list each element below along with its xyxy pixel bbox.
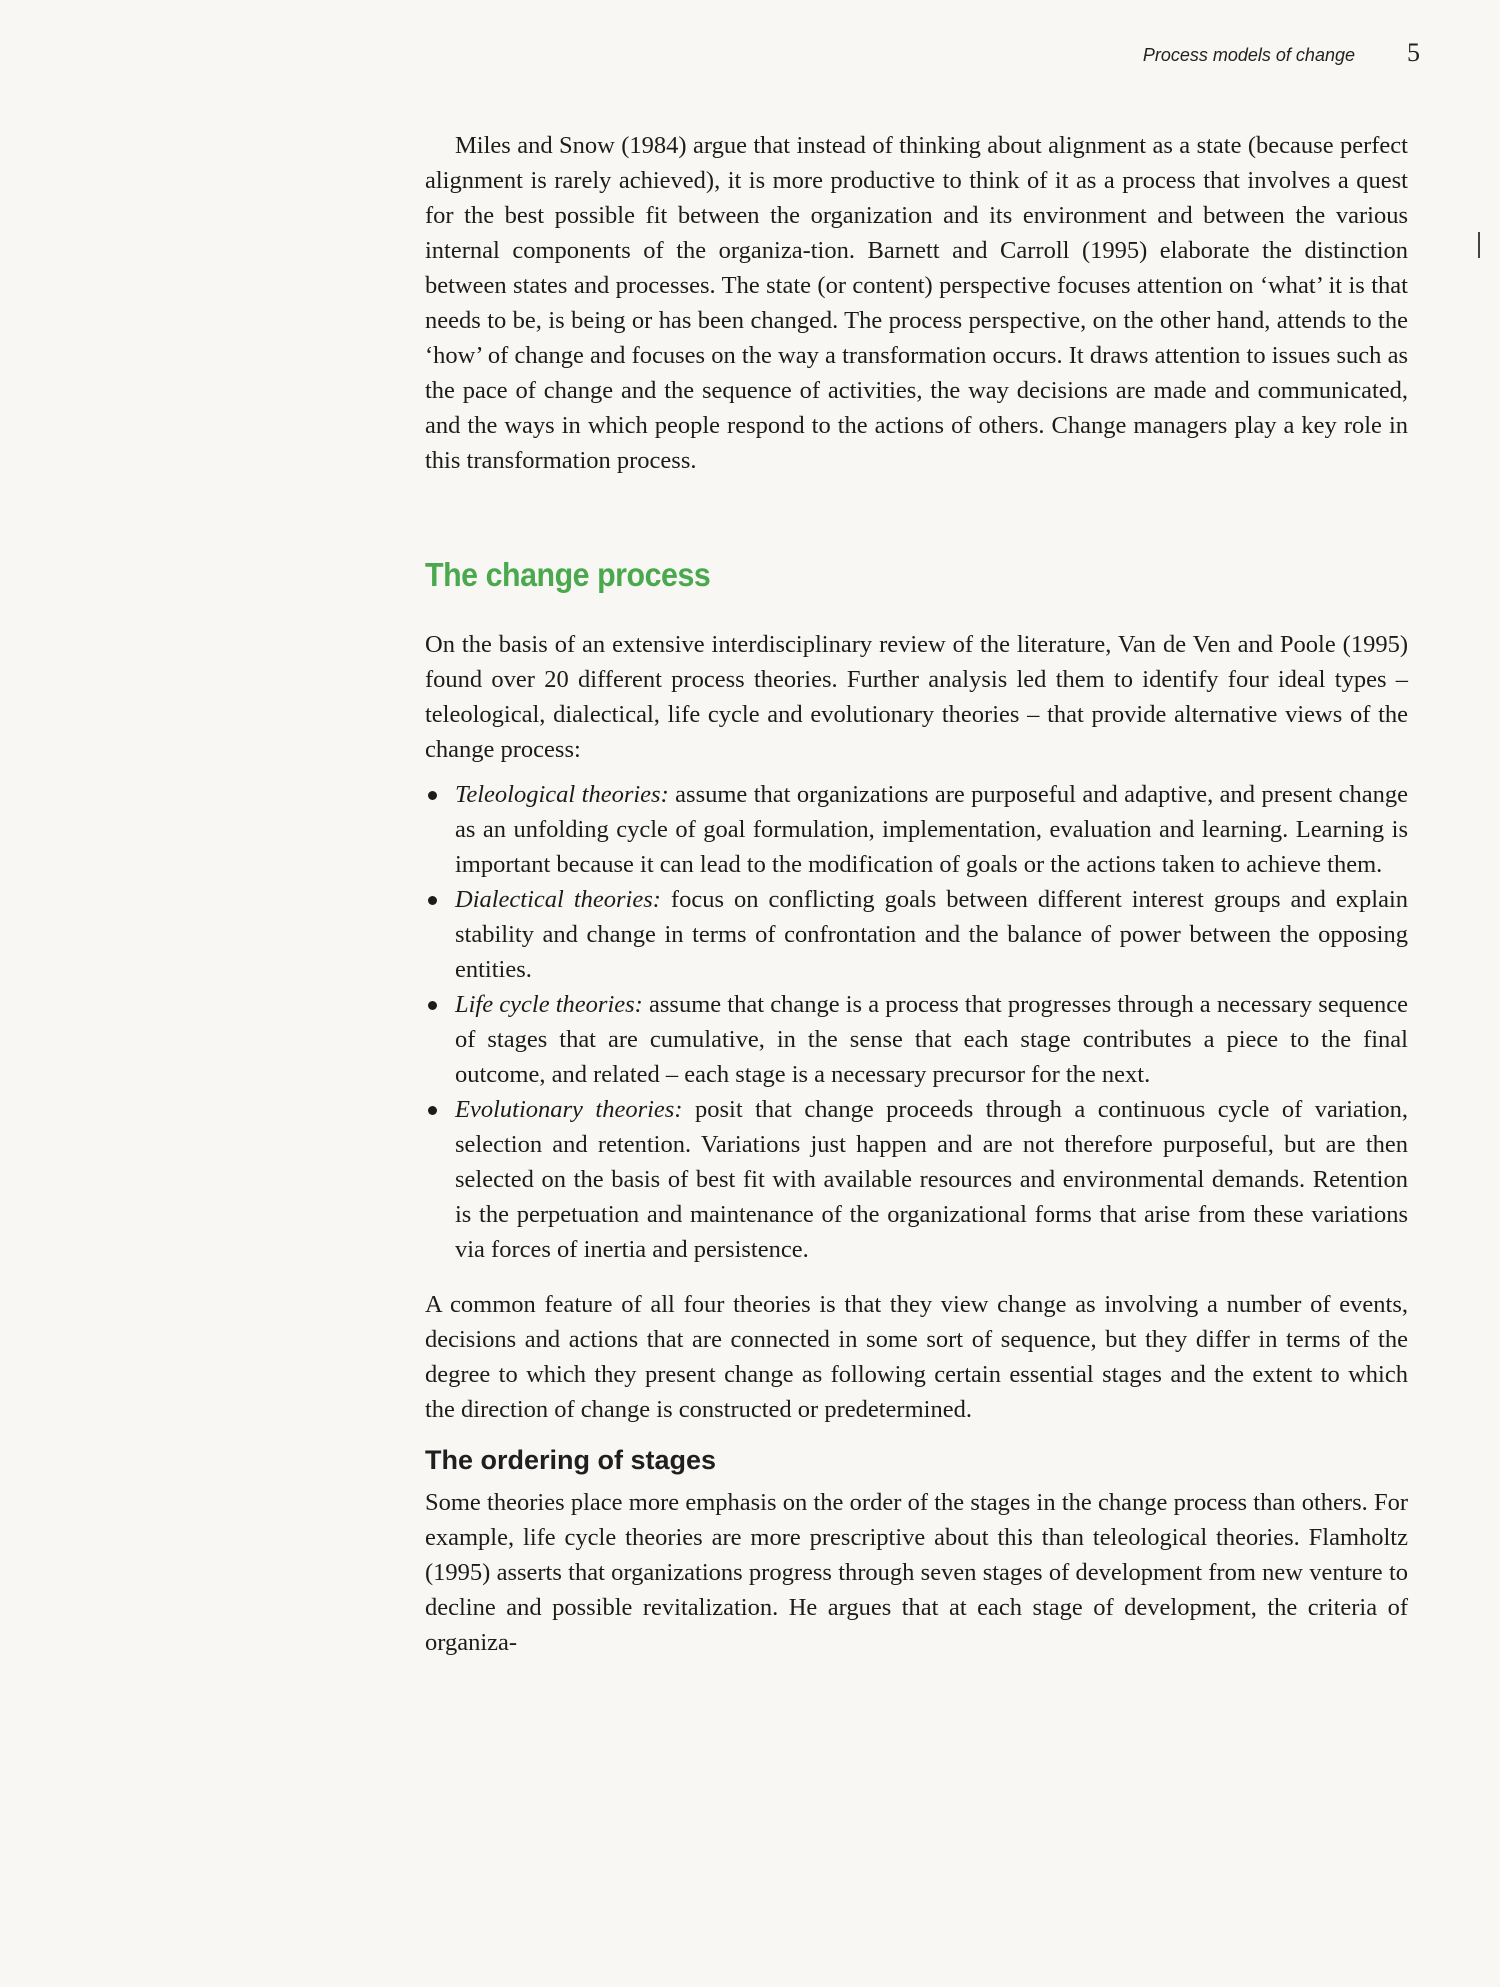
list-item-text: posit that change proceeds through a continuous cycle of variation, selection and retention. Variations just happen and are not therefore purposeful, but are then selected on the basis of best fit with available resources and environmental demands. Retention is the perpetuation and maintenance of the organizational forms that arise from these variations via forces of inertia and persistence.: [455, 1096, 1409, 1263]
theory-list: [425, 777, 1408, 1267]
bullet-icon: [428, 1106, 437, 1115]
list-item: [425, 777, 1408, 882]
running-header: [1000, 38, 1420, 68]
list-item-term: Teleological theories:: [455, 781, 669, 808]
list-item-term: Life cycle theories:: [455, 991, 643, 1018]
section-closing-paragraph: A common feature of all four theories is that they view change as involving a number of events, decisions and actions that are connected in some sort of sequence, but they differ in terms of the degree to which they present change as following certain essential stages and the extent to which the direction of change is constructed or predetermined.: [425, 1291, 1408, 1423]
list-item-term: Evolutionary theories:: [455, 1096, 683, 1123]
list-item-text: assume that organizations are purposeful and adaptive, and present change as an unfolding cycle of goal formulation, implementation, evaluation and learning. Learning is important because it can lead to the modification of goals or the actions taken to achieve them.: [455, 781, 1409, 878]
bullet-icon: [428, 1001, 437, 1010]
list-item-text: focus on conflicting goals between different interest groups and explain stability and change in terms of confrontation and the balance of power between the opposing entities.: [455, 886, 1408, 983]
subsection-paragraph: Some theories place more emphasis on the order of the stages in the change process than others. For example, life cycle theories are more prescriptive about this than teleological theories. Flamholtz (1995) asserts that organizations progress through seven stages of development from new venture to decline and possible revitalization. He argues that at each stage of development, the criteria of organiza-: [425, 1489, 1408, 1656]
section-heading: The change process: [425, 556, 711, 593]
list-item-text: assume that change is a process that progresses through a necessary sequence of stages that are cumulative, in the sense that each stage contributes a piece to the final outcome, and related – each stage is a necessary precursor for the next.: [455, 991, 1408, 1088]
list-item: [425, 1092, 1408, 1267]
bullet-icon: [428, 791, 437, 800]
list-item: [425, 882, 1408, 987]
text-block: [425, 128, 1408, 1660]
margin-mark: [1478, 232, 1480, 258]
bullet-icon: [428, 896, 437, 905]
section-lead-paragraph: On the basis of an extensive interdisciplinary review of the literature, Van de Ven and Poole (1995) found over 20 different process theories. Further analysis led them to identify four ideal types – teleological, dialectical, life cycle and evolutionary theories – that provide alternative views of the change process:: [425, 631, 1408, 763]
intro-paragraph: Miles and Snow (1984) argue that instead of thinking about alignment as a state (because perfect alignment is rarely achieved), it is more productive to think of it as a process that involves a quest for the best possible fit between the organization and its environment and between the various internal components of the organiza-tion. Barnett and Carroll (1995) elaborate the distinction between states and processes. The state (or content) perspective focuses attention on ‘what’ it is that needs to be, is being or has been changed. The process perspective, on the other hand, attends to the ‘how’ of change and focuses on the way a transformation occurs. It draws attention to issues such as the pace of change and the sequence of activities, the way decisions are made and communicated, and the ways in which people respond to the actions of others. Change managers play a key role in this transformation process.: [425, 132, 1408, 474]
page-number: 5: [1407, 38, 1420, 67]
list-item: [425, 987, 1408, 1092]
subsection-heading: The ordering of stages: [425, 1445, 717, 1475]
running-title: Process models of change: [1142, 45, 1355, 65]
list-item-term: Dialectical theories:: [455, 886, 661, 913]
